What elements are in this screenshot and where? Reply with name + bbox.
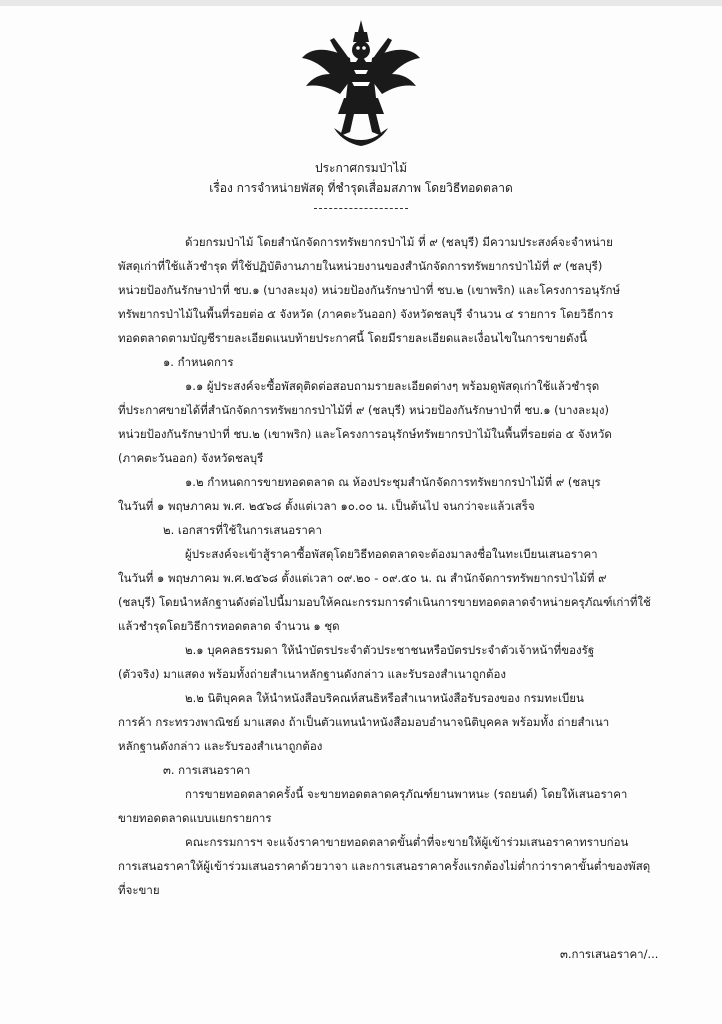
body-line: คณะกรรมการฯ จะแจ้งราคาขายทอดตลาดขั้นต่ำที่จะขายให้ผู้เข้าร่วมเสนอราคาทราบก่อน (185, 835, 629, 849)
body-line: ๑.๒ กำหนดการขายทอดตลาด ณ ห้องประชุมสำนักจัดการทรัพยากรป่าไม้ที่ ๙ (ชลบุร (185, 475, 601, 489)
body-line: การขายทอดตลาดครั้งนี้ จะขายทอดตลาดครุภัณฑ์ยานพาหนะ (รถยนต์) โดยให้เสนอราคา (185, 787, 628, 801)
section-heading: ๓. การเสนอราคา (163, 763, 251, 777)
body-line: (ตัวจริง) มาแสดง พร้อมทั้งถ่ายสำเนาหลักฐานดังกล่าว และรับรองสำเนาถูกต้อง (118, 667, 506, 681)
body-line: ๑.๑ ผู้ประสงค์จะซื้อพัสดุติดต่อสอบถามรายละเอียดต่างๆ พร้อมดูพัสดุเก่าใช้แล้วชำรุด (185, 379, 600, 393)
body-line: พัสดุเก่าที่ใช้แล้วชำรุด ที่ใช้ปฏิบัติงานภายในหน่วยงานของสำนักจัดการทรัพยากรป่าไม้ที่ ๙ (ชลบุรี) (118, 259, 603, 273)
continuation-marker: ๓.การเสนอราคา/... (560, 947, 659, 961)
body-line: ที่ประกาศขายได้ที่สำนักจัดการทรัพยากรป่าไม้ที่ ๙ (ชลบุรี) หน่วยป้องกันรักษาป่าที่ ชบ.๑ (บางละมุง) (118, 403, 609, 417)
garuda-emblem (300, 18, 422, 148)
body-line: การค้า กระทรวงพาณิชย์ มาแสดง ถ้าเป็นตัวแทนนำหนังสือมอบอำนาจนิติบุคคล พร้อมทั้ง ถ่ายสำเนา (118, 715, 610, 729)
body-line: แล้วชำรุดโดยวิธีการทอดตลาด จำนวน ๑ ชุด (118, 619, 340, 633)
body-line: ทอดตลาดตามบัญชีรายละเอียดแนบท้ายประกาศนี้ โดยมีรายละเอียดและเงื่อนไขในการขายดังนี้ (118, 331, 587, 345)
body-line: การเสนอราคาให้ผู้เข้าร่วมเสนอราคาด้วยวาจา และการเสนอราคาครั้งแรกต้องไม่ต่ำกว่าราคาขั้นต่ำของพัสดุ (118, 859, 651, 873)
body-line: (ภาคตะวันออก) จังหวัดชลบุรี (118, 451, 264, 465)
body-line: (ชลบุรี) โดยนำหลักฐานดังต่อไปนี้มามอบให้คณะกรรมการดำเนินการขายทอดตลาดจำหน่ายครุภัณฑ์เก่าที่ใช้ (118, 595, 651, 609)
body-line: ที่จะขาย (118, 883, 160, 897)
body-line: ผู้ประสงค์จะเข้าสู้ราคาซื้อพัสดุโดยวิธีทอดตลาดจะต้องมาลงชื่อในทะเบียนเสนอราคา (185, 547, 598, 561)
body-line: ขายทอดตลาดแบบแยกรายการ (118, 811, 272, 825)
section-heading: ๒. เอกสารที่ใช้ในการเสนอราคา (163, 523, 322, 537)
body-line: หน่วยป้องกันรักษาป่าที่ ชบ.๒ (เขาพริก) และโครงการอนุรักษ์ทรัพยากรป่าไม้ในพื้นที่รอยต่อ ๕ จังหวัด (118, 427, 612, 441)
body-line: ด้วยกรมป่าไม้ โดยสำนักจัดการทรัพยากรป่าไม้ ที่ ๙ (ชลบุรี) มีความประสงค์จะจำหน่าย (185, 235, 613, 249)
header-separator (314, 208, 408, 209)
body-line: หน่วยป้องกันรักษาป่าที่ ชบ.๑ (บางละมุง) หน่วยป้องกันรักษาป่าที่ ชบ.๒ (เขาพริก) และโครงการอนุรักษ์ (118, 283, 621, 297)
body-line: ในวันที่ ๑ พฤษภาคม พ.ศ. ๒๕๖๘ ตั้งแต่เวลา ๑๐.๐๐ น. เป็นต้นไป จนกว่าจะแล้วเสร็จ (118, 499, 535, 513)
body-line: ๒.๒ นิติบุคคล ให้นำหนังสือบริคณห์สนธิหรือสำเนาหนังสือรับรองของ กรมทะเบียน (185, 691, 584, 705)
body-line: ทรัพยากรป่าไม้ในพื้นที่รอยต่อ ๕ จังหวัด (ภาคตะวันออก) จังหวัดชลบุรี จำนวน ๔ รายการ โดยวิธีการ (118, 307, 614, 321)
body-line: ในวันที่ ๑ พฤษภาคม พ.ศ.๒๕๖๘ ตั้งแต่เวลา ๐๙.๒๐ - ๐๙.๕๐ น. ณ สำนักจัดการทรัพยากรป่าไม้ที่ ๙ (118, 571, 607, 585)
body-line: หลักฐานดังกล่าว และรับรองสำเนาถูกต้อง (118, 739, 323, 753)
scan-top-edge (0, 0, 722, 6)
subject-line: เรื่อง การจำหน่ายพัสดุ ที่ชำรุดเสื่อมสภาพ โดยวิธีทอดตลาด (209, 181, 513, 195)
section-heading: ๑. กำหนดการ (163, 355, 234, 369)
issuer-title: ประกาศกรมป่าไม้ (314, 161, 408, 175)
body-line: ๒.๑ บุคคลธรรมดา ให้นำบัตรประจำตัวประชาชนหรือบัตรประจำตัวเจ้าหน้าที่ของรัฐ (185, 643, 595, 657)
